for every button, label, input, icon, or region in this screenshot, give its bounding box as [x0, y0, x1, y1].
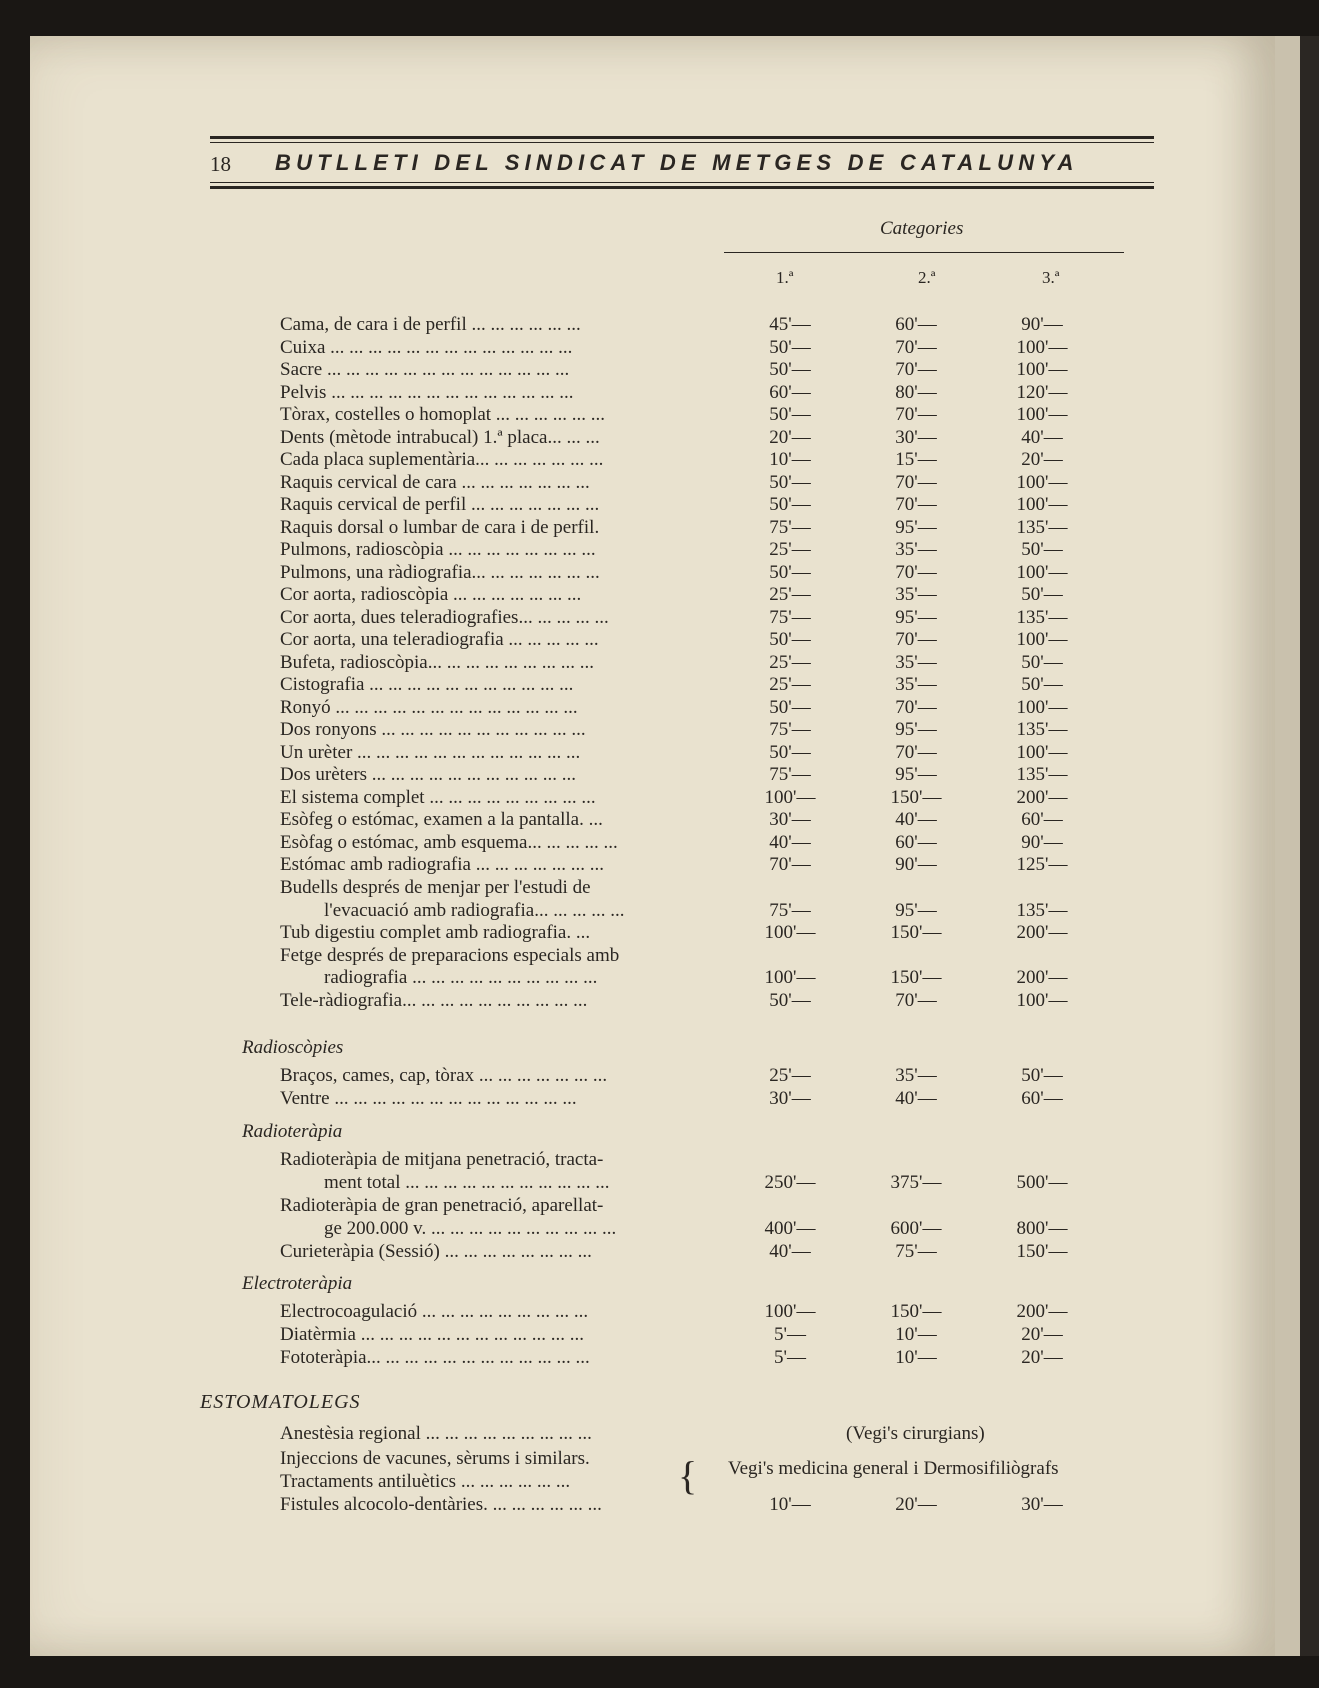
row-label: Sacre ... ... ... ... ... ... ... ... ... ... ... ... ...	[280, 359, 570, 380]
header-rule-top	[210, 136, 1154, 139]
row-label: Pulmons, radioscòpia ... ... ... ... ... ... ... ...	[280, 539, 596, 560]
column-header-3: 3.ª	[1042, 268, 1060, 287]
value-cat3: 90'—	[1021, 832, 1063, 853]
value-cat3: 100'—	[1016, 359, 1068, 380]
value-cat1: 10'—	[769, 1494, 811, 1515]
categories-rule	[724, 252, 1124, 253]
value-cat2: 35'—	[895, 674, 937, 695]
row-label: El sistema complet ... ... ... ... ... ... ... ... ...	[280, 787, 596, 808]
row-label: Diatèrmia ... ... ... ... ... ... ... ... ... ... ... ...	[280, 1324, 584, 1345]
value-cat2: 70'—	[895, 742, 937, 763]
value-cat1: 10'—	[769, 449, 811, 470]
value-cat3: 200'—	[1016, 1301, 1068, 1322]
table-row	[0, 494, 1319, 516]
journal-title: BUTLLETI DEL SINDICAT DE METGES DE CATALUNYA	[275, 150, 1079, 175]
value-cat2: 60'—	[895, 314, 937, 335]
value-cat3: 135'—	[1016, 900, 1068, 921]
row-label: Cor aorta, radioscòpia ... ... ... ... ... ... ...	[280, 584, 582, 605]
table-row	[0, 1324, 1319, 1346]
value-cat2: 40'—	[895, 809, 937, 830]
value-cat2: 95'—	[895, 900, 937, 921]
value-cat1: 75'—	[769, 719, 811, 740]
value-cat3: 100'—	[1016, 562, 1068, 583]
table-row	[0, 517, 1319, 539]
row-label: Tub digestiu complet amb radiografia. ...	[280, 922, 591, 943]
table-row	[0, 787, 1319, 809]
value-cat1: 30'—	[769, 809, 811, 830]
row-tractaments	[0, 1471, 1319, 1493]
row-label: Cuixa ... ... ... ... ... ... ... ... ... ... ... ... ...	[280, 337, 573, 358]
value-cat1: 50'—	[769, 404, 811, 425]
value-cat2: 30'—	[895, 427, 937, 448]
row-label: Cor aorta, dues teleradiografies... ... ... ... ...	[280, 607, 609, 628]
value-cat2: 70'—	[895, 562, 937, 583]
value-cat3: 100'—	[1016, 697, 1068, 718]
table-row	[0, 404, 1319, 426]
table-row	[0, 764, 1319, 786]
row-label: Radioteràpia de gran penetració, aparellat-	[280, 1195, 604, 1216]
row-label: Electrocoagulació ... ... ... ... ... ... ... ... ...	[280, 1301, 589, 1322]
value-cat2: 60'—	[895, 832, 937, 853]
value-cat3: 135'—	[1016, 719, 1068, 740]
value-cat3: 100'—	[1016, 472, 1068, 493]
value-cat2: 35'—	[895, 652, 937, 673]
value-cat3: 100'—	[1016, 990, 1068, 1011]
value-cat3: 100'—	[1016, 742, 1068, 763]
value-cat2: 35'—	[895, 1065, 937, 1086]
value-cat1: 50'—	[769, 742, 811, 763]
row-label: ge 200.000 v. ... ... ... ... ... ... ... ... ... ...	[324, 1218, 617, 1239]
value-cat1: 5'—	[774, 1347, 806, 1368]
value-cat2: 150'—	[890, 1301, 942, 1322]
value-cat2: 70'—	[895, 697, 937, 718]
value-cat1: 75'—	[769, 607, 811, 628]
value-cat2: 70'—	[895, 494, 937, 515]
value-cat3: 200'—	[1016, 967, 1068, 988]
row-label: Pelvis ... ... ... ... ... ... ... ... ... ... ... ... ...	[280, 382, 574, 403]
row-label: Raquis dorsal o lumbar de cara i de perfil.	[280, 517, 600, 538]
value-cat1: 50'—	[769, 359, 811, 380]
value-cat1: 250'—	[764, 1172, 816, 1193]
value-cat1: 30'—	[769, 1088, 811, 1109]
row-fistules	[0, 1494, 1319, 1516]
row-label: Pulmons, una ràdiografia... ... ... ... ... ... ...	[280, 562, 600, 583]
value-cat3: 135'—	[1016, 517, 1068, 538]
value-cat2: 75'—	[895, 1241, 937, 1262]
value-cat3: 60'—	[1021, 809, 1063, 830]
value-cat3: 200'—	[1016, 922, 1068, 943]
value-cat3: 125'—	[1016, 854, 1068, 875]
table-row	[0, 809, 1319, 831]
value-cat1: 75'—	[769, 764, 811, 785]
row-label: Ventre ... ... ... ... ... ... ... ... ... ... ... ... ...	[280, 1088, 577, 1109]
value-cat1: 40'—	[769, 832, 811, 853]
value-cat2: 375'—	[890, 1172, 942, 1193]
value-cat1: 70'—	[769, 854, 811, 875]
value-cat3: 20'—	[1021, 1324, 1063, 1345]
row-label: Raquis cervical de cara ... ... ... ... ... ... ...	[280, 472, 590, 493]
row-note-medicina: Vegi's medicina general i Dermosifiliògrafs	[728, 1458, 1059, 1479]
row-label: Fistules alcocolo-dentàries. ... ... ... ... ... ...	[280, 1494, 602, 1515]
section-radioscopies: Radioscòpies	[242, 1037, 344, 1058]
table-row	[0, 742, 1319, 764]
value-cat3: 50'—	[1021, 652, 1063, 673]
value-cat1: 75'—	[769, 900, 811, 921]
value-cat2: 95'—	[895, 764, 937, 785]
value-cat2: 80'—	[895, 382, 937, 403]
table-row	[0, 854, 1319, 876]
table-row	[0, 1065, 1319, 1087]
row-anestesia	[0, 1423, 1319, 1445]
table-row	[0, 539, 1319, 561]
value-cat3: 50'—	[1021, 539, 1063, 560]
value-cat3: 800'—	[1016, 1218, 1068, 1239]
value-cat1: 5'—	[774, 1324, 806, 1345]
table-row	[0, 359, 1319, 381]
value-cat1: 50'—	[769, 494, 811, 515]
row-label: Cama, de cara i de perfil ... ... ... ... ... ...	[280, 314, 581, 335]
table-row	[0, 922, 1319, 944]
value-cat2: 70'—	[895, 629, 937, 650]
value-cat1: 50'—	[769, 337, 811, 358]
row-label: Anestèsia regional ... ... ... ... ... ... ... ... ...	[280, 1423, 592, 1444]
value-cat1: 20'—	[769, 427, 811, 448]
table-row	[0, 584, 1319, 606]
row-label: Dents (mètode intrabucal) 1.ª placa... ... ...	[280, 427, 600, 448]
value-cat1: 400'—	[764, 1218, 816, 1239]
value-cat1: 100'—	[764, 787, 816, 808]
value-cat1: 60'—	[769, 382, 811, 403]
row-label: Curieteràpia (Sessió) ... ... ... ... ... ... ... ...	[280, 1241, 592, 1262]
table-row	[0, 652, 1319, 674]
value-cat1: 40'—	[769, 1241, 811, 1262]
value-cat2: 70'—	[895, 359, 937, 380]
value-cat2: 10'—	[895, 1347, 937, 1368]
row-label: ment total ... ... ... ... ... ... ... ... ... ... ...	[324, 1172, 610, 1193]
row-label: Cada placa suplementària... ... ... ... ... ... ...	[280, 449, 604, 470]
table-row	[0, 674, 1319, 696]
value-cat2: 95'—	[895, 719, 937, 740]
row-label: Esòfeg o estómac, examen a la pantalla. ...	[280, 809, 603, 830]
value-cat2: 10'—	[895, 1324, 937, 1345]
value-cat3: 200'—	[1016, 787, 1068, 808]
table-row	[0, 719, 1319, 741]
table-row	[0, 449, 1319, 471]
row-label: Bufeta, radioscòpia... ... ... ... ... ... ... ... ...	[280, 652, 594, 673]
row-label: Tele-ràdiografia... ... ... ... ... ... ... ... ... ...	[280, 990, 588, 1011]
row-label: Tòrax, costelles o homoplat ... ... ... ... ... ...	[280, 404, 606, 425]
value-cat3: 135'—	[1016, 607, 1068, 628]
table-row	[0, 990, 1319, 1012]
table-row	[0, 1301, 1319, 1323]
value-cat2: 40'—	[895, 1088, 937, 1109]
table-row	[0, 832, 1319, 854]
value-cat3: 90'—	[1021, 314, 1063, 335]
value-cat1: 25'—	[769, 584, 811, 605]
table-row	[0, 382, 1319, 404]
page-header	[210, 136, 1154, 190]
row-label: Raquis cervical de perfil ... ... ... ... ... ... ...	[280, 494, 600, 515]
value-cat1: 25'—	[769, 674, 811, 695]
value-cat2: 35'—	[895, 539, 937, 560]
row-note: (Vegi's cirurgians)	[846, 1423, 985, 1444]
value-cat3: 135'—	[1016, 764, 1068, 785]
value-cat3: 100'—	[1016, 404, 1068, 425]
table-row	[0, 1195, 1319, 1217]
value-cat2: 150'—	[890, 922, 942, 943]
table-row	[0, 314, 1319, 336]
value-cat1: 45'—	[769, 314, 811, 335]
header-rule-top-thin	[210, 142, 1154, 143]
value-cat1: 25'—	[769, 652, 811, 673]
table-row	[0, 427, 1319, 449]
value-cat1: 100'—	[764, 967, 816, 988]
table-row	[0, 1218, 1319, 1240]
row-label: Estómac amb radiografia ... ... ... ... ... ... ...	[280, 854, 604, 875]
table-row	[0, 1088, 1319, 1110]
value-cat3: 40'—	[1021, 427, 1063, 448]
row-label: Dos ronyons ... ... ... ... ... ... ... ... ... ... ...	[280, 719, 586, 740]
value-cat1: 50'—	[769, 472, 811, 493]
value-cat1: 75'—	[769, 517, 811, 538]
value-cat3: 50'—	[1021, 674, 1063, 695]
value-cat2: 150'—	[890, 787, 942, 808]
table-row	[0, 1149, 1319, 1171]
value-cat3: 120'—	[1016, 382, 1068, 403]
row-label: Tractaments antiluètics ... ... ... ... ... ...	[280, 1471, 571, 1492]
value-cat2: 90'—	[895, 854, 937, 875]
section-electroterapia: Electroteràpia	[242, 1273, 353, 1294]
value-cat3: 100'—	[1016, 629, 1068, 650]
value-cat2: 20'—	[895, 1494, 937, 1515]
table-row	[0, 607, 1319, 629]
column-header-2: 2.ª	[918, 268, 936, 287]
value-cat1: 100'—	[764, 1301, 816, 1322]
value-cat3: 150'—	[1016, 1241, 1068, 1262]
value-cat3: 50'—	[1021, 1065, 1063, 1086]
table-row	[0, 877, 1319, 899]
row-label: Cor aorta, una teleradiografia ... ... ... ... ...	[280, 629, 599, 650]
header-rule-bottom-thin	[210, 182, 1154, 183]
value-cat2: 150'—	[890, 967, 942, 988]
value-cat2: 15'—	[895, 449, 937, 470]
value-cat3: 100'—	[1016, 337, 1068, 358]
page-number: 18	[210, 152, 231, 176]
row-label: Esòfag o estómac, amb esquema... ... ... ... ...	[280, 832, 618, 853]
value-cat2: 600'—	[890, 1218, 942, 1239]
row-label: Un urèter ... ... ... ... ... ... ... ... ... ... ... ...	[280, 742, 581, 763]
row-label: Dos urèters ... ... ... ... ... ... ... ... ... ... ...	[280, 764, 577, 785]
value-cat1: 50'—	[769, 562, 811, 583]
value-cat1: 50'—	[769, 629, 811, 650]
row-label: radiografia ... ... ... ... ... ... ... ... ... ...	[324, 967, 598, 988]
row-label: Injeccions de vacunes, sèrums i similars.	[280, 1448, 590, 1469]
value-cat2: 70'—	[895, 404, 937, 425]
header-rule-bottom	[210, 186, 1154, 189]
table-row	[0, 562, 1319, 584]
value-cat2: 95'—	[895, 517, 937, 538]
row-label: Fototeràpia... ... ... ... ... ... ... ... ... ... ... ...	[280, 1347, 590, 1368]
value-cat3: 20'—	[1021, 1347, 1063, 1368]
value-cat3: 60'—	[1021, 1088, 1063, 1109]
value-cat2: 35'—	[895, 584, 937, 605]
table-row	[0, 697, 1319, 719]
brace-symbol: {	[678, 1453, 698, 1498]
row-injeccions	[0, 1448, 1319, 1470]
table-row	[0, 967, 1319, 989]
value-cat3: 50'—	[1021, 584, 1063, 605]
value-cat1: 25'—	[769, 1065, 811, 1086]
value-cat2: 95'—	[895, 607, 937, 628]
column-header-1: 1.ª	[776, 268, 794, 287]
value-cat3: 500'—	[1016, 1172, 1068, 1193]
row-label: Ronyó ... ... ... ... ... ... ... ... ... ... ... ... ...	[280, 697, 578, 718]
value-cat2: 70'—	[895, 990, 937, 1011]
value-cat3: 30'—	[1021, 1494, 1063, 1515]
table-row	[0, 1347, 1319, 1369]
value-cat1: 50'—	[769, 697, 811, 718]
table-row	[0, 1241, 1319, 1263]
table-row	[0, 472, 1319, 494]
row-label: Cistografia ... ... ... ... ... ... ... ... ... ... ...	[280, 674, 574, 695]
value-cat3: 20'—	[1021, 449, 1063, 470]
table-row	[0, 1172, 1319, 1194]
table-row	[0, 900, 1319, 922]
value-cat1: 100'—	[764, 922, 816, 943]
value-cat3: 100'—	[1016, 494, 1068, 515]
section-estomatolegs: ESTOMATOLEGS	[200, 1391, 361, 1413]
row-label: Budells després de menjar per l'estudi de	[280, 877, 591, 898]
value-cat1: 25'—	[769, 539, 811, 560]
value-cat2: 70'—	[895, 472, 937, 493]
section-radioterapia: Radioteràpia	[242, 1121, 343, 1142]
row-label: Fetge després de preparacions especials amb	[280, 944, 620, 966]
value-cat1: 50'—	[769, 990, 811, 1011]
row-label: Radioteràpia de mitjana penetració, tracta-	[280, 1149, 604, 1170]
value-cat2: 70'—	[895, 337, 937, 358]
table-row	[0, 945, 1319, 967]
table-row	[0, 337, 1319, 359]
table-row	[0, 629, 1319, 651]
row-label: Braços, cames, cap, tòrax ... ... ... ... ... ... ...	[280, 1065, 608, 1086]
row-label: l'evacuació amb radiografia... ... ... ... ...	[324, 900, 625, 921]
categories-title: Categories	[880, 218, 964, 239]
